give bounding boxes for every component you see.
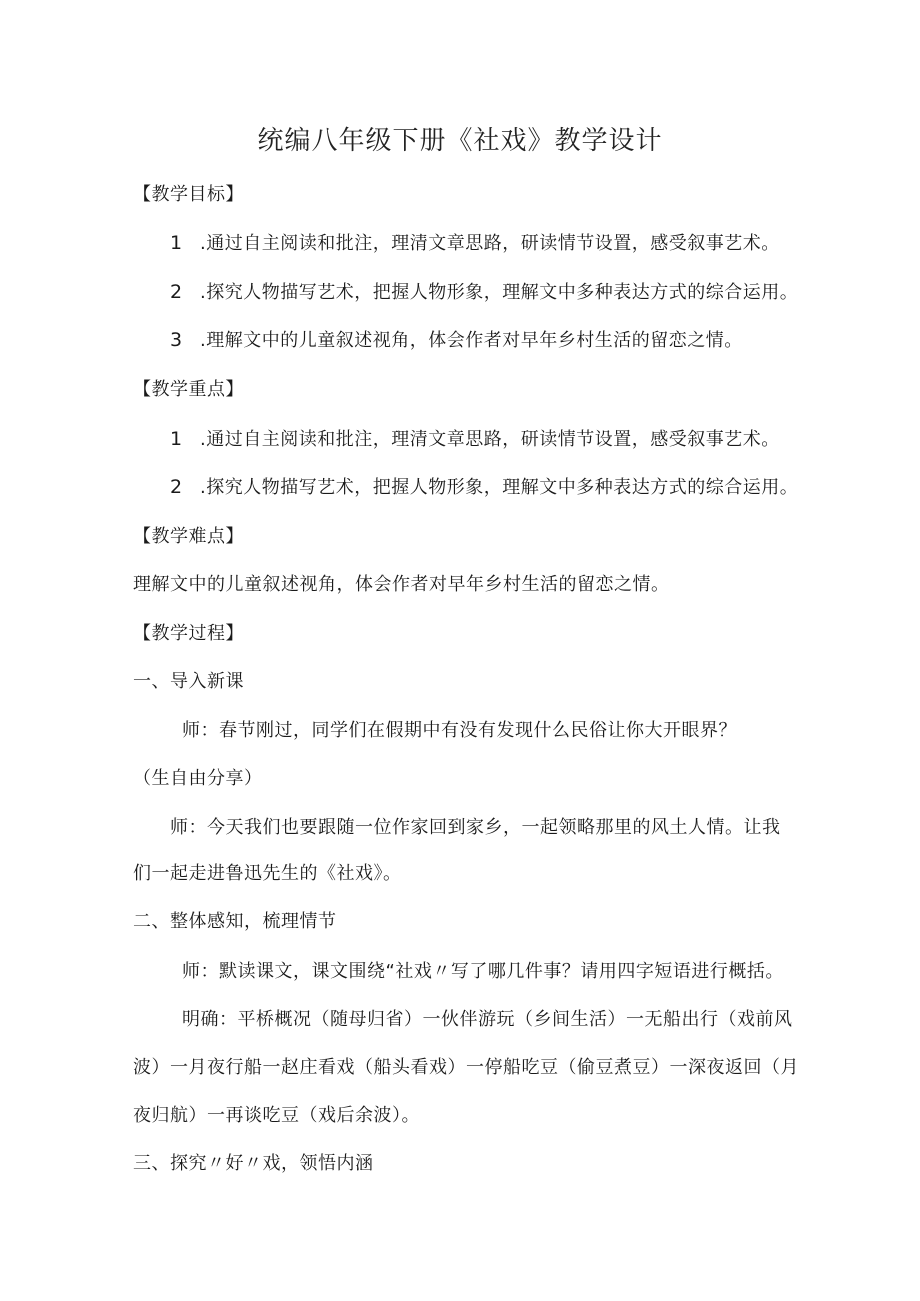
key-points-heading: 【教学重点】: [133, 379, 244, 400]
difficulty-heading: 【教学难点】: [133, 526, 244, 547]
key-point-number: 1: [170, 428, 183, 450]
part2-answer-line2: 波）一月夜行船一赵庄看戏（船头看戏）一停船吃豆（偷豆煮豆）一深夜返回（月: [133, 1057, 799, 1078]
objective-item-3: [170, 326, 743, 352]
objective-item-2: [170, 278, 798, 304]
part1-heading: 一、导入新课: [133, 671, 244, 692]
objective-text: .探究人物描写艺术，把握人物形象，理解文中多种表达方式的综合运用。: [200, 282, 799, 303]
part1-teacher-intro-line2: 们一起走进鲁迅先生的《社戏》。: [133, 863, 402, 884]
key-point-text: .通过自主阅读和批注，理清文章思路，研读情节设置，感受叙事艺术。: [200, 429, 780, 450]
part2-heading: 二、整体感知，梳理情节: [133, 911, 337, 932]
document-title: 统编八年级下册《社戏》教学设计: [257, 126, 663, 156]
part1-teacher-intro-line1: 师：今天我们也要跟随一位作家回到家乡，一起领略那里的风土人情。让我: [170, 817, 781, 838]
part1-students-note: （生自由分享）: [133, 768, 263, 789]
part2-teacher-question: 师：默读课文，课文围绕“社戏〃写了哪几件事？请用四字短语进行概括。: [182, 961, 784, 982]
objective-number: 2: [170, 281, 183, 303]
part3-heading: 三、探究〃好〃戏，领悟内涵: [133, 1153, 374, 1174]
objective-text: .理解文中的儿童叙述视角，体会作者对早年乡村生活的留恋之情。: [200, 330, 743, 351]
difficulty-text: 理解文中的儿童叙述视角，体会作者对早年乡村生活的留恋之情。: [133, 574, 670, 595]
objective-text: .通过自主阅读和批注，理清文章思路，研读情节设置，感受叙事艺术。: [200, 233, 780, 254]
part2-answer-line1: 明确：平桥概况（随母归省）一伙伴游玩（乡间生活）一无船出行（戏前风: [182, 1009, 793, 1030]
key-point-item-2: [170, 473, 798, 499]
key-point-text: .探究人物描写艺术，把握人物形象，理解文中多种表达方式的综合运用。: [200, 477, 799, 498]
objective-number: 3: [170, 329, 183, 351]
part1-teacher-question: 师：春节刚过，同学们在假期中有没有发现什么民俗让你大开眼界？: [182, 720, 737, 741]
part2-answer-line3: 夜归航）一再谈吃豆（戏后余波）。: [133, 1105, 420, 1126]
process-heading: 【教学过程】: [133, 623, 244, 644]
objective-item-1: [170, 229, 780, 255]
key-point-item-1: [170, 425, 780, 451]
key-point-number: 2: [170, 476, 183, 498]
objectives-heading: 【教学目标】: [133, 184, 244, 205]
objective-number: 1: [170, 232, 183, 254]
